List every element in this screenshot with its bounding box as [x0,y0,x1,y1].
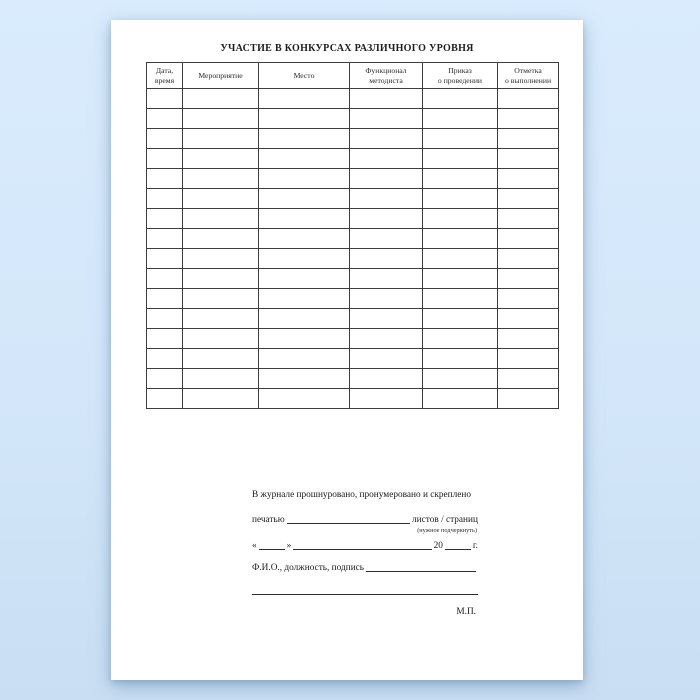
table-cell [423,209,498,229]
table-cell [423,249,498,269]
table-body [147,89,559,409]
column-header-line: методиста [369,75,403,85]
binding-statement: В журнале прошнуровано, пронумеровано и скреплено [252,490,472,500]
table-cell [183,369,259,389]
table-cell [423,309,498,329]
table-row [147,369,559,389]
table-row [147,149,559,169]
table-row [147,109,559,129]
table-cell [498,209,559,229]
column-header-line: о проведении [437,75,483,85]
competitions-table [146,62,559,409]
table-row [147,129,559,149]
signature-label: Ф.И.О., должность, подпись [252,563,365,574]
table-cell [259,129,350,149]
table-cell [183,89,259,109]
table-cell [350,109,423,129]
column-header-place [259,63,350,89]
table-cell [350,309,423,329]
signature-line [252,563,478,574]
table-cell [350,269,423,289]
table-row [147,349,559,369]
table-row [147,89,559,109]
column-header-line: Приказ [448,65,472,75]
table-cell [183,349,259,369]
table-cell [350,349,423,369]
table-cell [259,149,350,169]
table-cell [423,109,498,129]
table-row [147,209,559,229]
sheets-pages-label: листов / страниц [412,515,478,526]
table-cell [259,189,350,209]
table-cell [423,149,498,169]
table-cell [423,129,498,149]
blank-signature [366,571,476,572]
blank-line-full [252,594,478,595]
table-cell [423,169,498,189]
table-cell [147,109,183,129]
table-cell [183,269,259,289]
underline-instruction: (нужное подчеркнуть) [417,527,477,535]
table-cell [183,229,259,249]
table-cell [259,249,350,269]
table-cell [423,229,498,249]
column-header-date-time [147,63,183,89]
table-cell [259,109,350,129]
column-header-line: Функционал [365,65,407,75]
blank-month [293,549,431,550]
table-cell [183,289,259,309]
page-title: УЧАСТИЕ В КОНКУРСАХ РАЗЛИЧНОГО УРОВНЯ [220,43,474,54]
table-cell [350,169,423,189]
column-header-line: Место [293,70,315,80]
table-cell [350,209,423,229]
column-header-event [183,63,259,89]
table-cell [259,289,350,309]
quote-open: « [252,540,257,551]
table-cell [423,389,498,409]
table-cell [423,189,498,209]
table-cell [498,89,559,109]
table-cell [498,389,559,409]
table-cell [350,189,423,209]
table-cell [147,209,183,229]
table-cell [259,389,350,409]
table-cell [498,229,559,249]
column-header-methodist-function [350,63,423,89]
column-header-line: Мероприятие [198,70,243,80]
table-cell [259,169,350,189]
table-cell [147,369,183,389]
table-cell [147,169,183,189]
table-cell [350,149,423,169]
table-cell [498,349,559,369]
table-cell [350,249,423,269]
table-cell [183,189,259,209]
table-cell [147,309,183,329]
year-suffix: г. [472,540,478,551]
table-cell [423,369,498,389]
table-row [147,309,559,329]
table-cell [259,329,350,349]
table-cell [498,309,559,329]
stamp-mark: М.П. [456,607,476,618]
quote-close: » [286,540,292,551]
table-cell [498,189,559,209]
seal-line [252,515,478,526]
table-cell [498,249,559,269]
table-row [147,169,559,189]
table-cell [183,309,259,329]
document-page [111,20,583,680]
table-header [147,63,559,89]
table-cell [498,169,559,189]
table-row [147,289,559,309]
table-cell [498,149,559,169]
table-cell [498,109,559,129]
table-cell [259,229,350,249]
table-row [147,189,559,209]
table-cell [498,129,559,149]
column-header-line: о выполнении [504,75,552,85]
table-row [147,229,559,249]
date-line [252,541,478,552]
table-cell [259,309,350,329]
table-cell [147,149,183,169]
table-cell [423,329,498,349]
table-cell [147,129,183,149]
table-cell [350,89,423,109]
table-cell [423,89,498,109]
table-cell [183,109,259,129]
table-cell [350,229,423,249]
table-cell [350,369,423,389]
table-cell [147,89,183,109]
blank-year [445,549,471,550]
table-cell [259,89,350,109]
table-row [147,249,559,269]
table-cell [147,389,183,409]
table-cell [147,189,183,209]
table-cell [147,349,183,369]
table-cell [183,389,259,409]
column-header-completion-mark [498,63,559,89]
table-cell [498,269,559,289]
table-row [147,329,559,349]
table-row [147,389,559,409]
table-cell [350,129,423,149]
table-cell [183,169,259,189]
table-cell [498,369,559,389]
table-cell [147,329,183,349]
table-cell [183,209,259,229]
year-prefix: 20 [433,540,443,551]
table-cell [147,249,183,269]
table-cell [183,329,259,349]
table-cell [259,369,350,389]
column-header-line: время [154,75,175,85]
table-cell [259,269,350,289]
column-header-line: Отметка [514,65,542,75]
table-cell [498,289,559,309]
blank-day [259,549,285,550]
table-header-row [147,63,559,89]
table-cell [423,349,498,369]
table-cell [423,289,498,309]
table-row [147,269,559,289]
table-cell [350,389,423,409]
column-header-line: Дата, [155,65,174,75]
table-cell [147,289,183,309]
table-cell [259,349,350,369]
table-cell [183,249,259,269]
table-cell [183,149,259,169]
certification-block [252,490,478,618]
table-cell [498,329,559,349]
table-cell [350,329,423,349]
table-cell [259,209,350,229]
table-cell [183,129,259,149]
seal-label: печатью [252,515,285,526]
table-cell [147,229,183,249]
table-cell [350,289,423,309]
column-header-order [423,63,498,89]
table-cell [147,269,183,289]
table-cell [423,269,498,289]
blank-line [287,523,410,524]
